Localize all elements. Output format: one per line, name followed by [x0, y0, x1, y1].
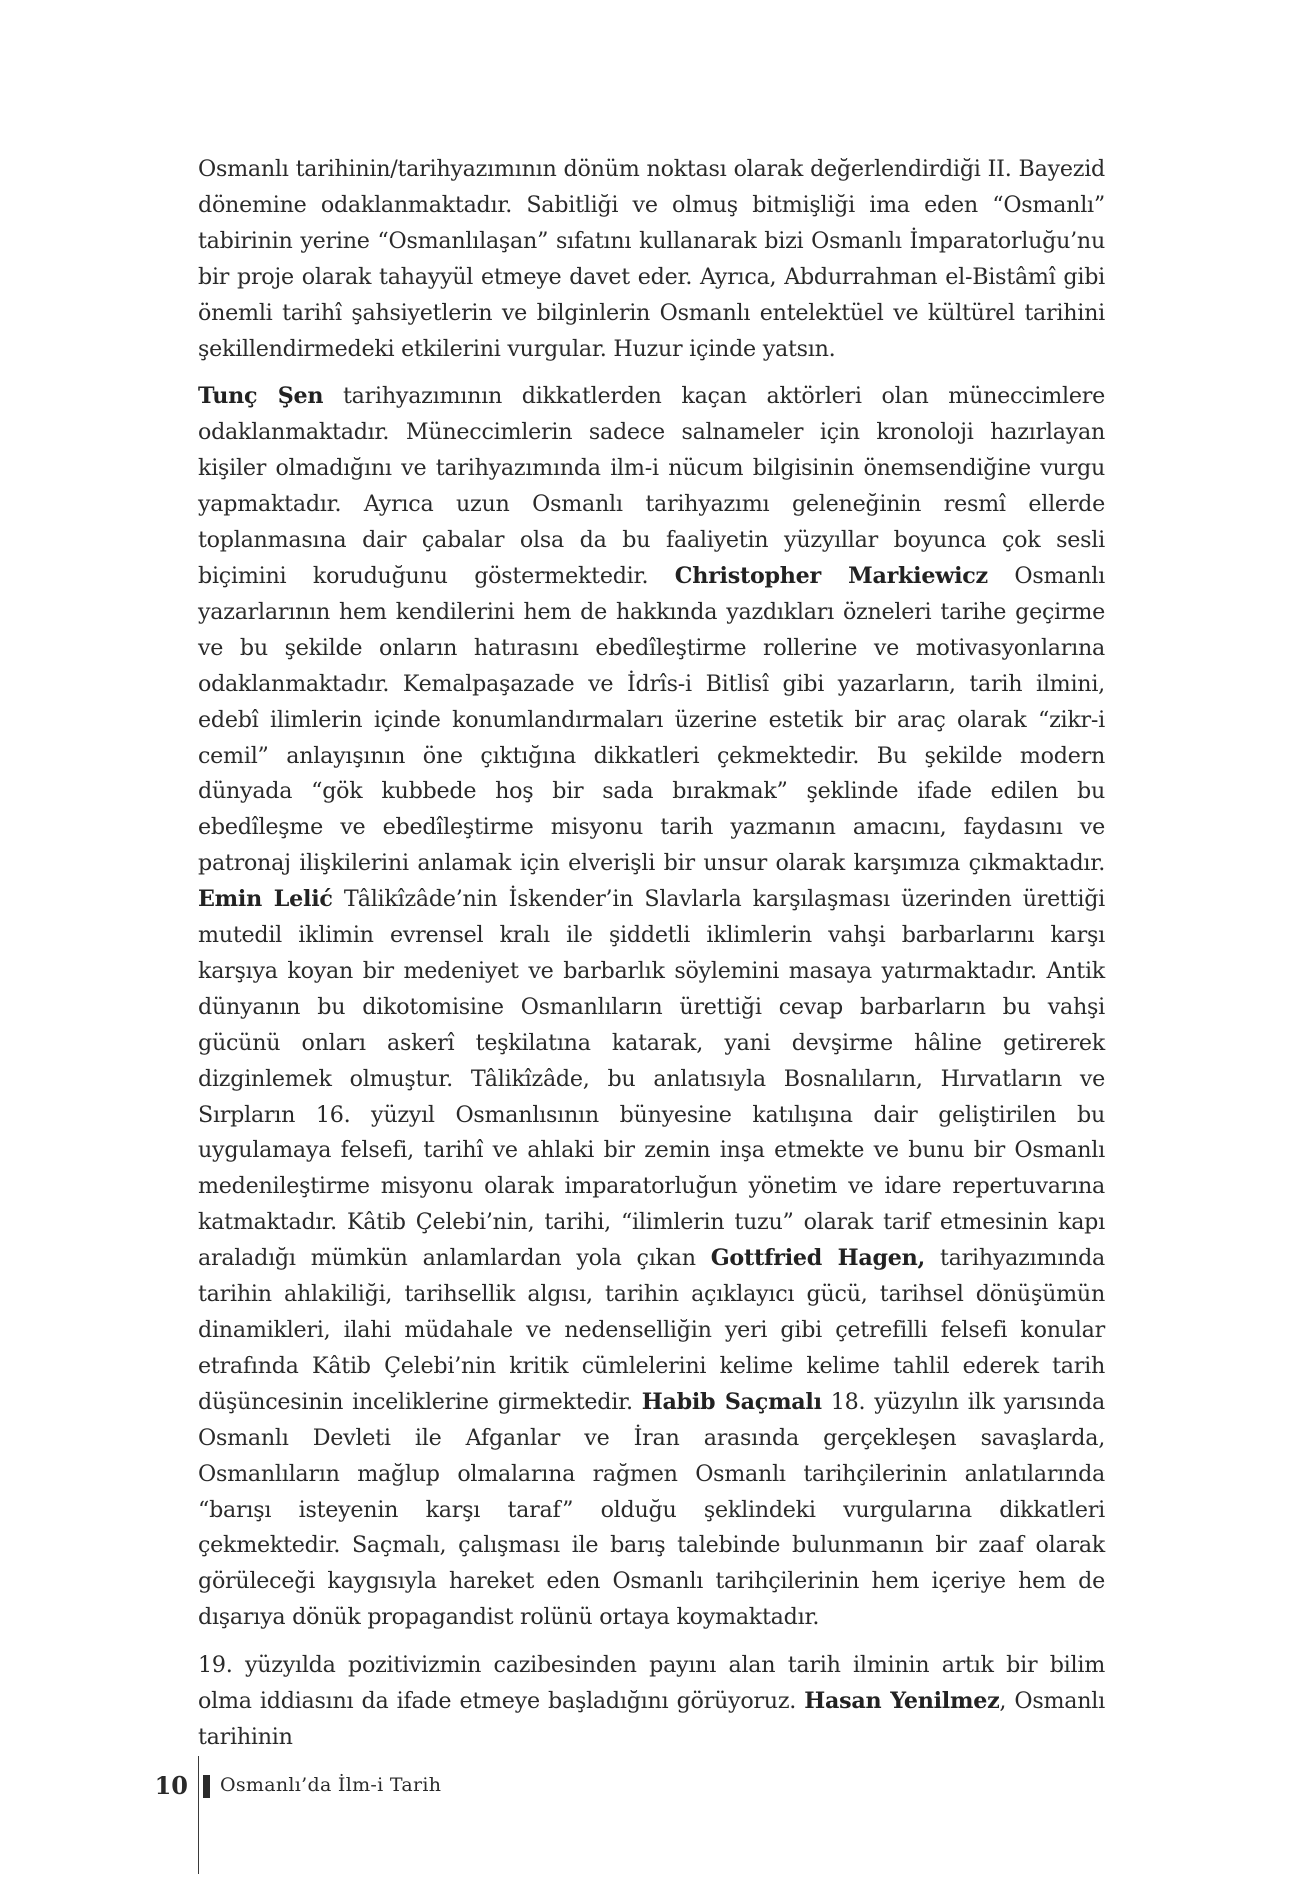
author-name: Hasan Yenilmez — [804, 1688, 1000, 1715]
author-name: Emin Lelić — [198, 886, 333, 913]
text-run: Tâlikîzâde’nin İskender’in Slavlarla karşılaşması üzerinden ürettiği mutedil iklimin evrensel kralı ile şiddetli iklimlerin vahşi barbarlarını karşı karşıya koyan bir medeniyet ve barbarlık söylemini masaya yatırmaktadır. Antik dünyanın bu dikotomisine Osmanlıların ürettiği cevap barbarların bu vahşi gücünü onları askerî teşkilatına katarak, yani devşirme hâline getirerek dizginlemek olmuştur. Tâlikîzâde, bu anlatısıyla Bosnalıların, Hırvatların ve Sırpların 16. yüzyıl Osmanlısının bünyesine katılışına dair geliştirilen bu uygulamaya felsefi, tarihî ve ahlaki bir zemin inşa etmekte ve bunu bir Osmanlı medenileştirme misyonu olarak imparatorluğun yönetim ve idare repertuvarına katmaktadır. Kâtib Çelebi’nin, tarihi, “ilimlerin tuzu” olarak tarif etmesinin kapı araladığı mümkün anlamlardan yola çıkan — [198, 886, 1105, 1272]
footer-divider-bar — [203, 1775, 210, 1798]
author-name: Gottfried Hagen, — [710, 1245, 925, 1272]
author-name: Christopher Markiewicz — [674, 562, 988, 589]
body-text — [198, 152, 1105, 1756]
text-run: tarihyazımında tarihin ahlakiliği, tarihsellik algısı, tarihin açıklayıcı gücü, tarihsel dönüşümün dinamikleri, ilahi müdahale ve nedenselliğin yeri gibi çetrefilli felsefi konular etrafında Kâtib Çelebi’nin kritik cümlelerini kelime kelime tahlil ederek tarih düşüncesinin inceliklerine girmektedir. — [198, 1245, 1106, 1415]
paragraph — [198, 152, 1105, 367]
author-name: Habib Saçmalı — [641, 1388, 822, 1415]
paragraph — [198, 379, 1105, 1636]
footer-divider-line — [198, 1756, 199, 1874]
page-number: 10 — [154, 1771, 188, 1800]
running-title: Osmanlı’da İlm-i Tarih — [220, 1774, 442, 1796]
text-run: , Osmanlı tarihinin — [198, 1688, 1105, 1750]
text-run: tarihyazımının dikkatlerden kaçan aktörleri olan müneccimlere odaklanmaktadır. Müneccimlerin sadece salnameler için kronoloji hazırlayan kişiler olmadığını ve tarihyazımında ilm-i nücum bilgisinin önemsendiğine vurgu yapmaktadır. Ayrıca uzun Osmanlı tarihyazımı geleneğinin resmî ellerde toplanmasına dair çabalar olsa da bu faaliyetin yüzyıllar boyunca çok sesli biçimini koruduğunu göstermektedir. — [198, 383, 1105, 589]
text-run: Osmanlı tarihinin/tarihyazımının dönüm noktası olarak değerlendirdiği II. Bayezid dönemine odaklanmaktadır. Sabitliği ve olmuş bitmişliği ima eden “Osmanlı” tabirinin yerine “Osmanlılaşan” sıfatını kullanarak bizi Osmanlı İmparatorluğu’nu bir proje olarak tahayyül etmeye davet eder. Ayrıca, Abdurrahman el-Bistâmî gibi önemli tarihî şahsiyetlerin ve bilginlerin Osmanlı entelektüel ve kültürel tarihini şekillendirmedeki etkilerini vurgular. Huzur içinde yatsın. — [198, 156, 1105, 362]
text-run: 19. yüzyılda pozitivizmin cazibesinden payını alan tarih ilminin artık bir bilim olma iddiasını da ifade etmeye başladığını görüyoruz. — [198, 1652, 1105, 1715]
text-run: 18. yüzyılın ilk yarısında Osmanlı Devleti ile Afganlar ve İran arasında gerçekleşen savaşlarda, Osmanlıların mağlup olmalarına rağmen Osmanlı tarihçilerinin anlatılarında “barışı isteyenin karşı taraf” olduğu şeklindeki vurgularına dikkatleri çekmektedir. Saçmalı, çalışması ile barış talebinde bulunmanın bir zaaf olarak görüleceği kaygısıyla hareket eden Osmanlı tarihçilerinin hem içeriye hem de dışarıya dönük propagandist rolünü ortaya koymaktadır. — [198, 1388, 1105, 1631]
text-run: Osmanlı yazarlarının hem kendilerini hem de hakkında yazdıkları özneleri tarihe geçirme ve bu şekilde onların hatırasını ebedîleştirme rollerine ve motivasyonlarına odaklanmaktadır. Kemalpaşazade ve İdrîs-i Bitlisî gibi yazarların, tarih ilmini, edebî ilimlerin içinde konumlandırmaları üzerine estetik bir araç olarak “zikr-i cemil” anlayışının öne çıktığına dikkatleri çekmektedir. Bu şekilde modern dünyada “gök kubbede hoş bir sada bırakmak” şeklinde ifade edilen bu ebedîleşme ve ebedîleştirme misyonu tarih yazmanın amacını, faydasını ve patronaj ilişkilerini anlamak için elverişli bir unsur olarak karşımıza çıkmaktadır. — [198, 562, 1105, 877]
paragraph — [198, 1648, 1105, 1756]
author-name: Tunç Şen — [198, 383, 324, 410]
